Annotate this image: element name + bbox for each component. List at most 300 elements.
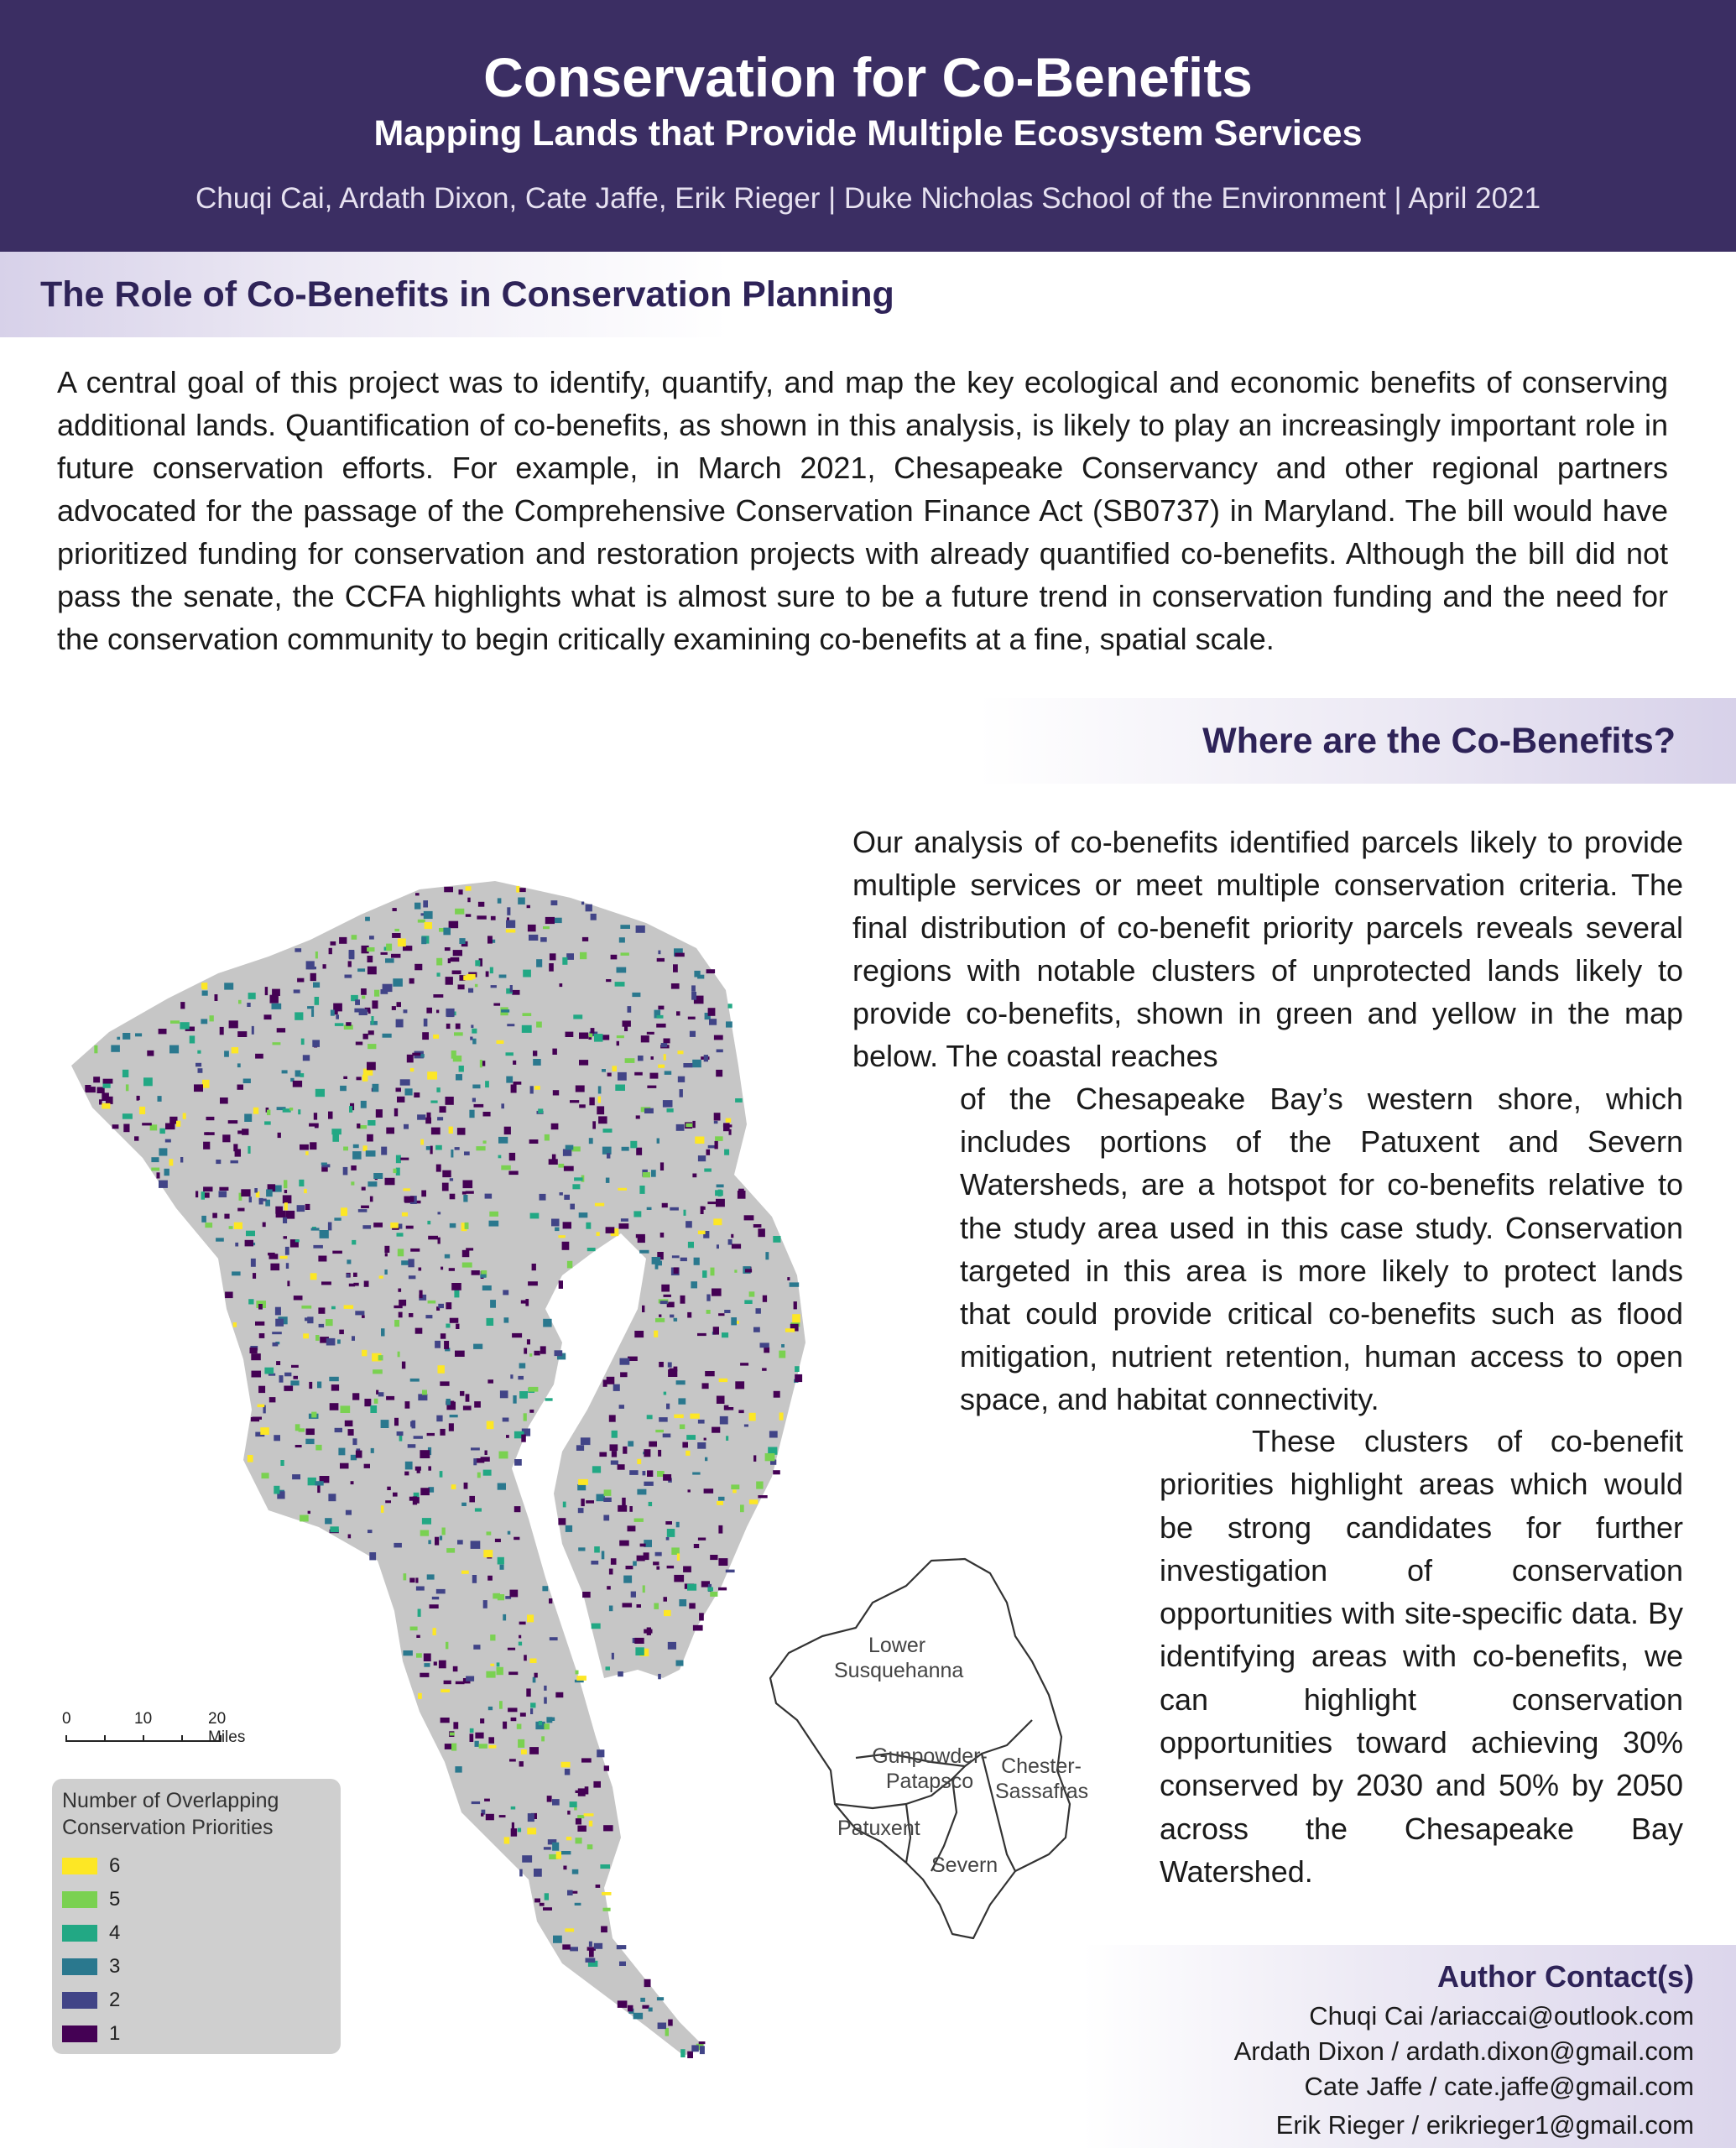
parcel-mark (513, 1061, 516, 1065)
parcel-mark (718, 1525, 722, 1534)
parcel-mark (570, 1947, 578, 1951)
parcel-mark (637, 1459, 641, 1464)
parcel-mark (533, 1677, 536, 1683)
parcel-mark (284, 1190, 287, 1193)
parcel-mark (305, 1439, 314, 1444)
parcel-mark (139, 1107, 145, 1114)
parcel-mark (660, 1233, 665, 1238)
parcel-mark (704, 1488, 714, 1494)
parcel-mark (519, 1363, 526, 1369)
parcel-mark (446, 1097, 454, 1105)
parcel-mark (357, 1124, 360, 1129)
parcel-mark (647, 1207, 652, 1210)
parcel-mark (498, 898, 502, 903)
parcel-mark (364, 1399, 371, 1406)
parcel-mark (294, 989, 300, 993)
parcel-mark (651, 1056, 654, 1060)
parcel-mark (384, 1246, 389, 1253)
parcel-mark (428, 1301, 436, 1304)
parcel-mark (491, 985, 497, 988)
parcel-mark (232, 1047, 238, 1053)
parcel-mark (726, 1570, 735, 1573)
parcel-mark (378, 1355, 383, 1360)
parcel-mark (420, 1290, 423, 1299)
parcel-mark (547, 1796, 552, 1802)
parcel-mark (543, 926, 550, 929)
parcel-mark (472, 1801, 480, 1804)
parcel-mark (284, 1202, 288, 1210)
parcel-mark (543, 1907, 552, 1911)
parcel-mark (680, 1296, 686, 1304)
parcel-mark (169, 1045, 179, 1054)
parcel-mark (621, 1218, 628, 1222)
parcel-mark (572, 1184, 580, 1189)
parcel-mark (451, 1283, 461, 1290)
parcel-mark (578, 1508, 584, 1513)
parcel-mark (722, 1332, 728, 1337)
parcel-mark (470, 1734, 474, 1742)
parcel-mark (598, 1116, 607, 1124)
parcel-mark (514, 1537, 519, 1541)
parcel-mark (320, 1230, 329, 1238)
parcel-mark (279, 1375, 284, 1383)
parcel-mark (331, 1010, 335, 1016)
parcel-mark (521, 1301, 529, 1304)
parcel-mark (483, 1140, 487, 1144)
parcel-mark (123, 1124, 129, 1133)
parcel-mark (384, 1270, 387, 1275)
parcel-mark (584, 1813, 594, 1816)
parcel-mark (629, 1506, 633, 1512)
parcel-mark (176, 1121, 180, 1127)
parcel-mark (528, 1813, 534, 1822)
parcel-mark (553, 1936, 562, 1943)
parcel-mark (363, 1145, 368, 1151)
parcel-mark (471, 1541, 481, 1549)
parcel-mark (598, 1097, 601, 1103)
parcel-mark (699, 1613, 704, 1620)
parcel-mark (315, 997, 320, 1005)
parcel-mark (643, 1471, 646, 1475)
parcel-mark (299, 1180, 304, 1186)
parcel-mark (480, 1275, 486, 1278)
parcel-mark (480, 1718, 484, 1723)
parcel-mark (503, 1722, 507, 1729)
parcel-mark (612, 1431, 618, 1438)
parcel-mark (738, 1410, 743, 1413)
parcel-mark (560, 983, 563, 987)
parcel-mark (509, 1759, 516, 1761)
parcel-mark (765, 1453, 775, 1461)
parcel-mark (490, 967, 493, 974)
header-banner (0, 0, 1736, 252)
parcel-mark (511, 1718, 517, 1721)
parcel-mark (756, 1482, 763, 1489)
parcel-mark (618, 1505, 627, 1512)
parcel-mark (702, 1383, 709, 1389)
parcel-mark (729, 1129, 732, 1135)
scale-label-10: 10 (134, 1710, 153, 1728)
parcel-mark (683, 1567, 691, 1572)
parcel-mark (251, 1259, 256, 1267)
parcel-mark (550, 953, 556, 960)
parcel-mark (334, 1217, 341, 1221)
parcel-mark (529, 1387, 539, 1392)
parcel-mark (418, 1693, 422, 1699)
parcel-mark (540, 1346, 546, 1353)
parcel-mark (498, 1137, 508, 1144)
parcel-mark (295, 1445, 302, 1447)
parcel-mark (702, 1270, 706, 1278)
parcel-mark (543, 1319, 551, 1327)
parcel-mark (544, 1697, 547, 1704)
parcel-mark (190, 1035, 195, 1043)
parcel-mark (577, 1484, 586, 1490)
parcel-mark (551, 1219, 560, 1227)
parcel-mark (436, 1010, 439, 1014)
parcel-mark (577, 1815, 584, 1818)
parcel-mark (206, 1117, 215, 1120)
parcel-mark (655, 1263, 659, 1270)
parcel-mark (343, 1167, 348, 1176)
parcel-mark (495, 1539, 501, 1542)
section-heading-role-of-co-benefits: The Role of Co-Benefits in Conservation Planning (0, 252, 1736, 337)
parcel-mark (744, 1300, 752, 1304)
parcel-mark (420, 1054, 424, 1057)
parcel-mark (259, 1199, 267, 1202)
parcel-mark (364, 1281, 369, 1287)
parcel-mark (790, 1282, 800, 1286)
parcel-mark (365, 917, 370, 921)
parcel-mark (415, 1328, 423, 1334)
parcel-mark (151, 1168, 159, 1171)
parcel-mark (362, 1187, 366, 1191)
parcel-mark (451, 957, 460, 962)
parcel-mark (216, 1160, 221, 1164)
parcel-mark (690, 1031, 696, 1037)
parcel-mark (529, 1410, 534, 1413)
parcel-mark (418, 920, 425, 923)
parcel-mark (428, 1540, 430, 1544)
parcel-mark (713, 1218, 722, 1225)
parcel-mark (697, 1442, 706, 1449)
parcel-mark (534, 1086, 540, 1090)
parcel-mark (577, 1826, 586, 1832)
parcel-mark (276, 1361, 280, 1365)
parcel-mark (565, 1928, 574, 1932)
parcel-mark (229, 1226, 233, 1229)
parcel-mark (647, 1470, 653, 1477)
parcel-mark (159, 1029, 167, 1034)
parcel-mark (506, 1077, 513, 1083)
parcel-mark (400, 1158, 409, 1160)
parcel-mark (623, 1603, 633, 1607)
parcel-mark (471, 1447, 480, 1450)
parcel-mark (232, 1271, 241, 1275)
parcel-mark (602, 1892, 611, 1895)
parcel-mark (566, 1525, 572, 1532)
parcel-mark (409, 1313, 413, 1317)
parcel-mark (481, 1457, 490, 1462)
parcel-mark (403, 1188, 410, 1191)
parcel-mark (420, 1530, 429, 1536)
inset-label-chester-sassafras (995, 1754, 1087, 1804)
parcel-mark (306, 1429, 315, 1436)
parcel-mark (489, 1212, 498, 1217)
parcel-mark (243, 1079, 251, 1084)
parcel-mark (352, 935, 357, 940)
parcel-mark (585, 1786, 589, 1794)
parcel-mark (301, 1306, 311, 1309)
parcel-mark (692, 1060, 701, 1067)
parcel-mark (321, 1281, 331, 1285)
parcel-mark (556, 1852, 561, 1859)
parcel-mark (94, 1045, 97, 1054)
parcel-mark (707, 1202, 716, 1204)
parcel-mark (677, 1553, 680, 1561)
parcel-mark (258, 1405, 265, 1408)
parcel-mark (644, 1629, 652, 1634)
parcel-mark (308, 1511, 310, 1514)
parcel-mark (586, 1500, 594, 1504)
parcel-mark (597, 1106, 604, 1114)
parcel-mark (343, 1077, 347, 1079)
parcel-mark (536, 1022, 542, 1028)
parcel-mark (692, 1174, 696, 1178)
parcel-mark (300, 1515, 309, 1522)
parcel-mark (249, 1197, 252, 1202)
parcel-mark (483, 1600, 487, 1608)
parcel-mark (472, 1085, 480, 1089)
parcel-mark (436, 958, 442, 966)
parcel-mark (499, 1701, 503, 1709)
parcel-mark (253, 1273, 256, 1279)
parcel-mark (255, 1322, 264, 1326)
parcel-mark (620, 1372, 628, 1377)
parcel-mark (470, 1037, 472, 1040)
parcel-mark (352, 1151, 362, 1160)
parcel-mark (313, 983, 320, 988)
parcel-mark (399, 1300, 406, 1306)
parcel-mark (385, 1178, 395, 1186)
parcel-mark (457, 1540, 463, 1544)
legend-value: 6 (109, 1854, 121, 1877)
parcel-mark (718, 1558, 727, 1566)
parcel-mark (674, 1415, 683, 1419)
parcel-mark (487, 1531, 492, 1535)
parcel-mark (313, 1245, 323, 1249)
parcel-mark (305, 1317, 310, 1321)
parcel-mark (407, 1055, 414, 1063)
parcel-mark (231, 1160, 238, 1164)
parcel-mark (355, 999, 360, 1005)
parcel-mark (274, 1486, 279, 1494)
parcel-mark (680, 1425, 685, 1430)
parcel-mark (289, 1108, 293, 1111)
parcel-mark (511, 1828, 517, 1837)
parcel-mark (642, 1306, 644, 1312)
parcel-mark (396, 1155, 401, 1164)
parcel-mark (405, 1088, 413, 1095)
parcel-mark (378, 1392, 384, 1396)
parcel-mark (361, 1101, 367, 1108)
contact-line: Chuqi Cai /ariaccai@outlook.com (1309, 2001, 1694, 2031)
parcel-mark (466, 1248, 473, 1250)
contact-line: Cate Jaffe / cate.jaffe@gmail.com (1304, 2072, 1694, 2101)
parcel-mark (561, 1851, 571, 1854)
parcel-mark (508, 1171, 518, 1176)
parcel-mark (321, 1163, 327, 1165)
parcel-mark (446, 977, 453, 985)
parcel-mark (338, 1448, 345, 1456)
parcel-mark (657, 958, 665, 962)
scale-label-0: 0 (62, 1710, 71, 1728)
parcel-mark (753, 1455, 756, 1462)
parcel-mark (215, 994, 218, 1001)
parcel-mark (180, 1157, 183, 1163)
parcel-mark (740, 1504, 744, 1512)
parcel-mark (644, 1482, 653, 1486)
parcel-mark (606, 979, 611, 982)
parcel-mark (607, 1073, 612, 1077)
parcel-mark (402, 1362, 405, 1369)
parcel-mark (284, 1236, 288, 1238)
parcel-mark (449, 1268, 455, 1271)
parcel-mark (369, 1552, 376, 1560)
parcel-mark (644, 1449, 650, 1457)
parcel-mark (275, 1207, 283, 1214)
parcel-mark (445, 1744, 452, 1749)
parcel-mark (466, 886, 472, 891)
parcel-mark (310, 973, 316, 981)
parcel-mark (458, 984, 465, 989)
parcel-mark (381, 952, 388, 955)
parcel-mark (472, 1270, 480, 1275)
parcel-mark (410, 1249, 420, 1252)
parcel-mark (356, 1451, 362, 1458)
parcel-mark (728, 1004, 732, 1008)
parcel-mark (413, 1496, 417, 1504)
parcel-mark (664, 1295, 671, 1297)
inset-label-text: Chester-Sassafras (995, 1754, 1089, 1803)
parcel-mark (103, 1079, 113, 1084)
parcel-mark (661, 1285, 670, 1292)
parcel-mark (258, 1386, 265, 1393)
parcel-mark (545, 1893, 549, 1900)
parcel-mark (701, 1207, 704, 1215)
parcel-mark (659, 1362, 664, 1367)
scale-tick (181, 1735, 183, 1740)
parcel-mark (522, 1855, 532, 1863)
parcel-mark (262, 1473, 269, 1478)
parcel-mark (511, 1807, 516, 1810)
parcel-mark (618, 1188, 627, 1191)
parcel-mark (453, 1666, 458, 1671)
parcel-mark (698, 1538, 706, 1541)
parcel-mark (671, 983, 680, 989)
parcel-mark (418, 1394, 427, 1400)
parcel-mark (566, 1032, 574, 1037)
parcel-mark (466, 1394, 470, 1401)
parcel-mark (340, 1463, 349, 1469)
parcel-mark (274, 1435, 280, 1441)
parcel-mark (314, 1113, 317, 1119)
parcel-mark (644, 1552, 649, 1560)
parcel-mark (676, 1522, 680, 1528)
parcel-mark (688, 1242, 694, 1248)
parcel-mark (396, 1019, 404, 1028)
parcel-mark (437, 1117, 443, 1120)
parcel-mark (504, 1127, 511, 1134)
parcel-mark (394, 1418, 399, 1426)
legend-swatch (62, 1891, 97, 1908)
parcel-mark (723, 1123, 730, 1131)
parcel-mark (598, 1086, 602, 1093)
parcel-mark (228, 1120, 238, 1124)
parcel-mark (374, 1399, 378, 1404)
parcel-mark (408, 1444, 416, 1447)
section-heading-where-are-co-benefits: Where are the Co-Benefits? (977, 698, 1736, 784)
parcel-mark (420, 1488, 430, 1495)
parcel-mark (591, 914, 597, 920)
parcel-mark (638, 1056, 644, 1061)
parcel-mark (452, 971, 461, 975)
parcel-mark (695, 1137, 704, 1144)
parcel-mark (607, 1586, 611, 1589)
parcel-mark (304, 1189, 307, 1193)
parcel-mark (303, 1333, 309, 1338)
parcel-mark (709, 1019, 717, 1025)
parcel-mark (717, 1501, 723, 1505)
parcel-mark (473, 1645, 480, 1650)
parcel-mark (202, 1080, 210, 1088)
parcel-mark (265, 987, 268, 995)
parcel-mark (626, 1566, 633, 1569)
parcel-mark (617, 967, 627, 973)
parcel-mark (490, 1664, 494, 1666)
parcel-mark (619, 1405, 624, 1409)
parcel-mark (731, 1317, 737, 1325)
parcel-mark (524, 1655, 527, 1661)
parcel-mark (589, 1097, 594, 1106)
parcel-mark (434, 1661, 437, 1666)
parcel-mark (416, 1635, 420, 1638)
parcel-mark (237, 1208, 244, 1212)
parcel-mark (143, 1077, 153, 1086)
parcel-mark (533, 1059, 541, 1066)
parcel-mark (201, 1191, 205, 1200)
parcel-mark (449, 1423, 454, 1431)
parcel-mark (641, 1035, 649, 1042)
parcel-mark (609, 1569, 613, 1575)
parcel-mark (385, 1253, 388, 1256)
parcel-mark (267, 1110, 270, 1116)
parcel-mark (422, 1390, 427, 1395)
parcel-mark (664, 1610, 671, 1616)
legend-value: 4 (109, 1921, 121, 1944)
parcel-mark (479, 1744, 487, 1749)
parcel-mark (477, 1473, 481, 1478)
parcel-mark (698, 1231, 706, 1234)
parcel-mark (517, 1724, 522, 1729)
parcel-mark (668, 2020, 673, 2026)
parcel-mark (201, 1216, 206, 1223)
parcel-mark (415, 1577, 418, 1582)
parcel-mark (260, 1427, 269, 1435)
parcel-mark (344, 1305, 354, 1309)
parcel-mark (299, 1428, 305, 1431)
legend-swatch (62, 1958, 97, 1975)
